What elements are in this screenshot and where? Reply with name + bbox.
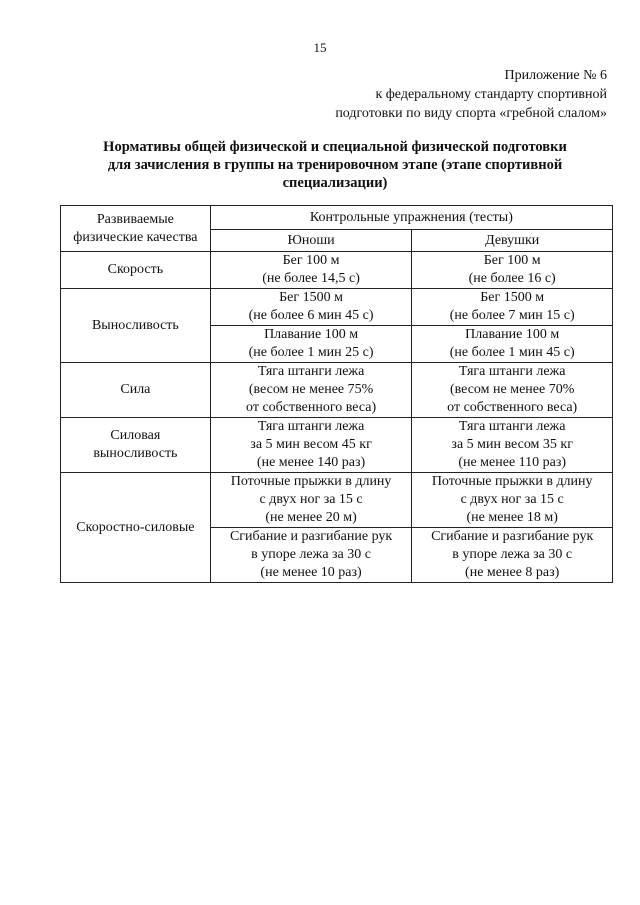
cell-text: Сгибание и разгибание рук [431,529,594,544]
title-line: специализации) [282,175,388,191]
appendix-line: подготовки по виду спорта «гребной слалом» [335,106,607,121]
cell-text: Тяга штанги лежа [257,419,365,434]
table-header-row [61,206,613,230]
cell-text: Поточные прыжки в длину [431,474,593,489]
table-row [61,289,613,326]
cell-text: (не менее 18 м) [466,510,558,525]
cell-text: Бег 1500 м [480,290,545,305]
cell-text: (не более 14,5 с) [262,271,360,286]
cell-text: Тяга штанги лежа [458,419,566,434]
header-text: Развиваемые [96,211,174,227]
cell-text: Сгибание и разгибание рук [229,529,393,544]
cell-text: Силовая [110,428,161,443]
cell-text: с двух ног за 15 с [460,492,564,507]
document-title [60,138,610,192]
title-line: Нормативы общей физической и специальной физической подготовки [103,139,567,155]
cell-text: (не менее 110 раз) [458,455,567,470]
cell-text: Бег 1500 м [279,290,343,305]
girls-cell [412,473,613,528]
cell-text: (не более 7 мин 15 с) [449,308,575,323]
table-row [61,418,613,473]
cell-text: (не более 1 мин 45 с) [449,345,575,360]
appendix-note [335,66,607,123]
boys-cell [210,473,412,528]
cell-text: от собственного веса) [447,400,578,415]
cell-text: Бег 100 м [282,253,340,268]
boys-cell [210,326,412,363]
header-boys-cell: Юноши [210,230,412,252]
girls-cell [412,252,613,289]
boys-cell [210,363,412,418]
quality-cell: Скоростно-силовые [61,473,211,583]
girls-cell [412,363,613,418]
header-girls-cell: Девушки [412,230,613,252]
header-tests-cell: Контрольные упражнения (тесты) [210,206,612,230]
girls-cell [412,528,613,583]
title-line: для зачисления в группы на тренировочном этапе (этапе спортивной [107,157,563,173]
cell-text: в упоре лежа за 30 с [452,547,573,562]
cell-text: (не более 1 мин 25 с) [248,345,374,360]
cell-text: Плавание 100 м [465,327,560,342]
cell-text: (не менее 8 раз) [465,565,560,580]
cell-text: (не менее 140 раз) [256,455,366,470]
header-text: физические качества [73,229,198,245]
cell-text: за 5 мин весом 35 кг [451,437,573,452]
appendix-line: Приложение № 6 [504,68,607,83]
page-number: 15 [313,40,327,55]
quality-cell: Скорость [61,252,211,289]
cell-text: в упоре лежа за 30 с [251,547,371,562]
norms-table [60,205,613,583]
cell-text: Тяга штанги лежа [257,364,365,379]
boys-cell [210,418,412,473]
boys-cell [210,289,412,326]
girls-cell [412,289,613,326]
table-row [61,473,613,528]
girls-cell [412,326,613,363]
appendix-line: к федеральному стандарту спортивной [375,87,607,102]
cell-text: Плавание 100 м [264,327,359,342]
boys-cell [210,252,412,289]
quality-cell: Сила [61,363,211,418]
boys-cell [210,528,412,583]
table-row [61,363,613,418]
cell-text: Бег 100 м [483,253,541,268]
cell-text: (не менее 10 раз) [260,565,362,580]
girls-cell [412,418,613,473]
cell-text: (не более 6 мин 45 с) [248,308,374,323]
cell-text: Тяга штанги лежа [458,364,566,379]
cell-text: выносливость [93,446,178,461]
table-row [61,252,613,289]
header-quality-cell [61,206,211,252]
cell-text: (весом не менее 75% [248,382,374,397]
cell-text: (весом не менее 70% [449,382,575,397]
quality-cell [61,418,211,473]
cell-text: (не более 16 с) [468,271,556,286]
cell-text: (не менее 20 м) [265,510,357,525]
cell-text: с двух ног за 15 с [259,492,363,507]
cell-text: от собственного веса) [246,400,377,415]
cell-text: за 5 мин весом 45 кг [250,437,372,452]
cell-text: Поточные прыжки в длину [230,474,392,489]
quality-cell: Выносливость [61,289,211,363]
